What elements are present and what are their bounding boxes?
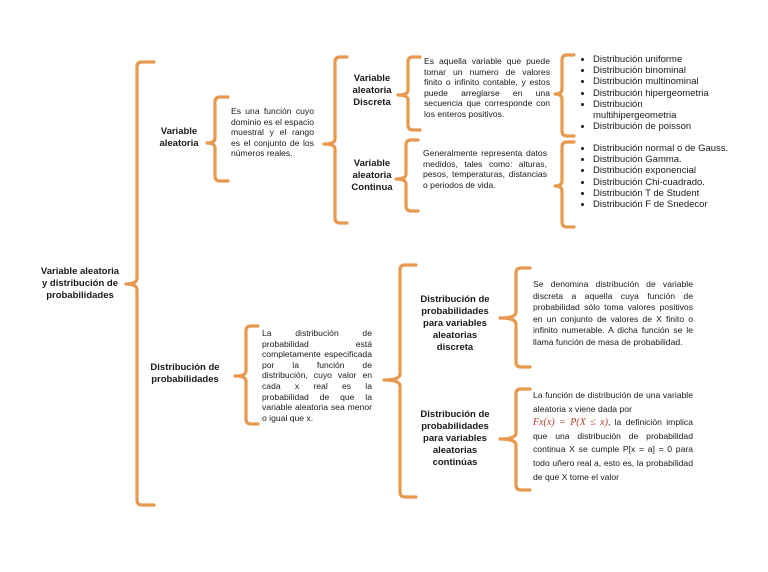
distribution-formula: Fx(x) = P(X ≤ x) bbox=[533, 417, 608, 429]
distribucion-discreta-title: Distribución de probabilidades para variables aleatorias discreta bbox=[420, 294, 490, 353]
list-item: • Distribución binominal bbox=[593, 65, 743, 76]
continua-intro: La función de distribución de una variable aleatoria x viene dada por bbox=[533, 390, 693, 414]
list-item: • Distribución hipergeometria bbox=[593, 88, 743, 99]
list-item: • Distribución F de Snedecor bbox=[593, 199, 743, 210]
variable-continua-title: Variable aleatoria Continua bbox=[351, 158, 393, 193]
distribucion-continua-brace bbox=[500, 389, 530, 490]
variable-aleatoria-title: Variable aleatoria bbox=[159, 126, 199, 149]
list-item: • Distribución multihipergeometria bbox=[593, 99, 697, 121]
variable-continua-definition: Generalmente representa datos medidos, tales como: alturas, pesos, temperaturas, distancias o periodos de vida. bbox=[423, 148, 547, 190]
variable-discreta-title: Variable aleatoria Discreta bbox=[352, 73, 392, 108]
root-title: Variable aleatoria y distribución de probabilidades bbox=[40, 266, 120, 301]
continua-distribution-list bbox=[579, 143, 743, 210]
variable-aleatoria-brace bbox=[207, 97, 228, 181]
distribucion-continua-text bbox=[533, 389, 693, 483]
list-item: • Distribución T de Student bbox=[593, 188, 743, 199]
list-item: • Distribución Chi-cuadrado. bbox=[593, 177, 743, 188]
distribucion-title: Distribución de probabilidades bbox=[150, 362, 220, 385]
list-item: • Distribución uniforme bbox=[593, 54, 743, 65]
continua-list-brace bbox=[555, 142, 574, 227]
variable-discreta-definition: Es aquella variable que puede tomar un numero de valores finito o infinito contable, y estos puede arreglarse en una secuencia que corresponde con los enteros positivos. bbox=[424, 56, 550, 119]
list-item: • Distribución de poisson bbox=[593, 121, 743, 132]
distribucion-definition: La distribución de probabilidad está completamente especificada por la función de distribución, cuyo valor en cada x real es la probabilidad de que la variable aleatoria sea menor o igual que x. bbox=[262, 328, 372, 423]
continua-rest: que una distribución de probabilidad continua X se cumple P[x = a] = 0 para todo uñero real a, esto es, la probabilidad de que X tome el valor bbox=[533, 430, 693, 482]
distribution-types-brace bbox=[384, 265, 416, 497]
distribucion-discreta-definition: Se denomina distribución de variable discreta a aquella cuya función de probabilidad sólo toma valores positivos en un conjunto de valores de X finito o infinito numerable. A dicha función se le llama función de masa de probabilidad. bbox=[533, 279, 693, 347]
discreta-list-brace bbox=[555, 55, 574, 136]
list-item: • Distribución exponencial bbox=[593, 165, 743, 176]
discreta-distribution-list bbox=[579, 54, 743, 132]
distribucion-continua-title: Distribución de probabilidades para variables aleatorias continúas bbox=[420, 409, 490, 468]
variable-aleatoria-definition: Es una función cuyo dominio es el espacio muestral y el rango es el conjunto de los números reales. bbox=[231, 106, 314, 159]
list-item: • Distribución multinominal bbox=[593, 76, 743, 87]
list-item: • Distribución normal o de Gauss. bbox=[593, 143, 743, 154]
distribucion-brace bbox=[235, 326, 258, 424]
distribucion-discreta-brace bbox=[500, 268, 530, 367]
list-item: • Distribución Gamma. bbox=[593, 154, 743, 165]
continua-after-formula: , la definición implica bbox=[607, 417, 693, 428]
